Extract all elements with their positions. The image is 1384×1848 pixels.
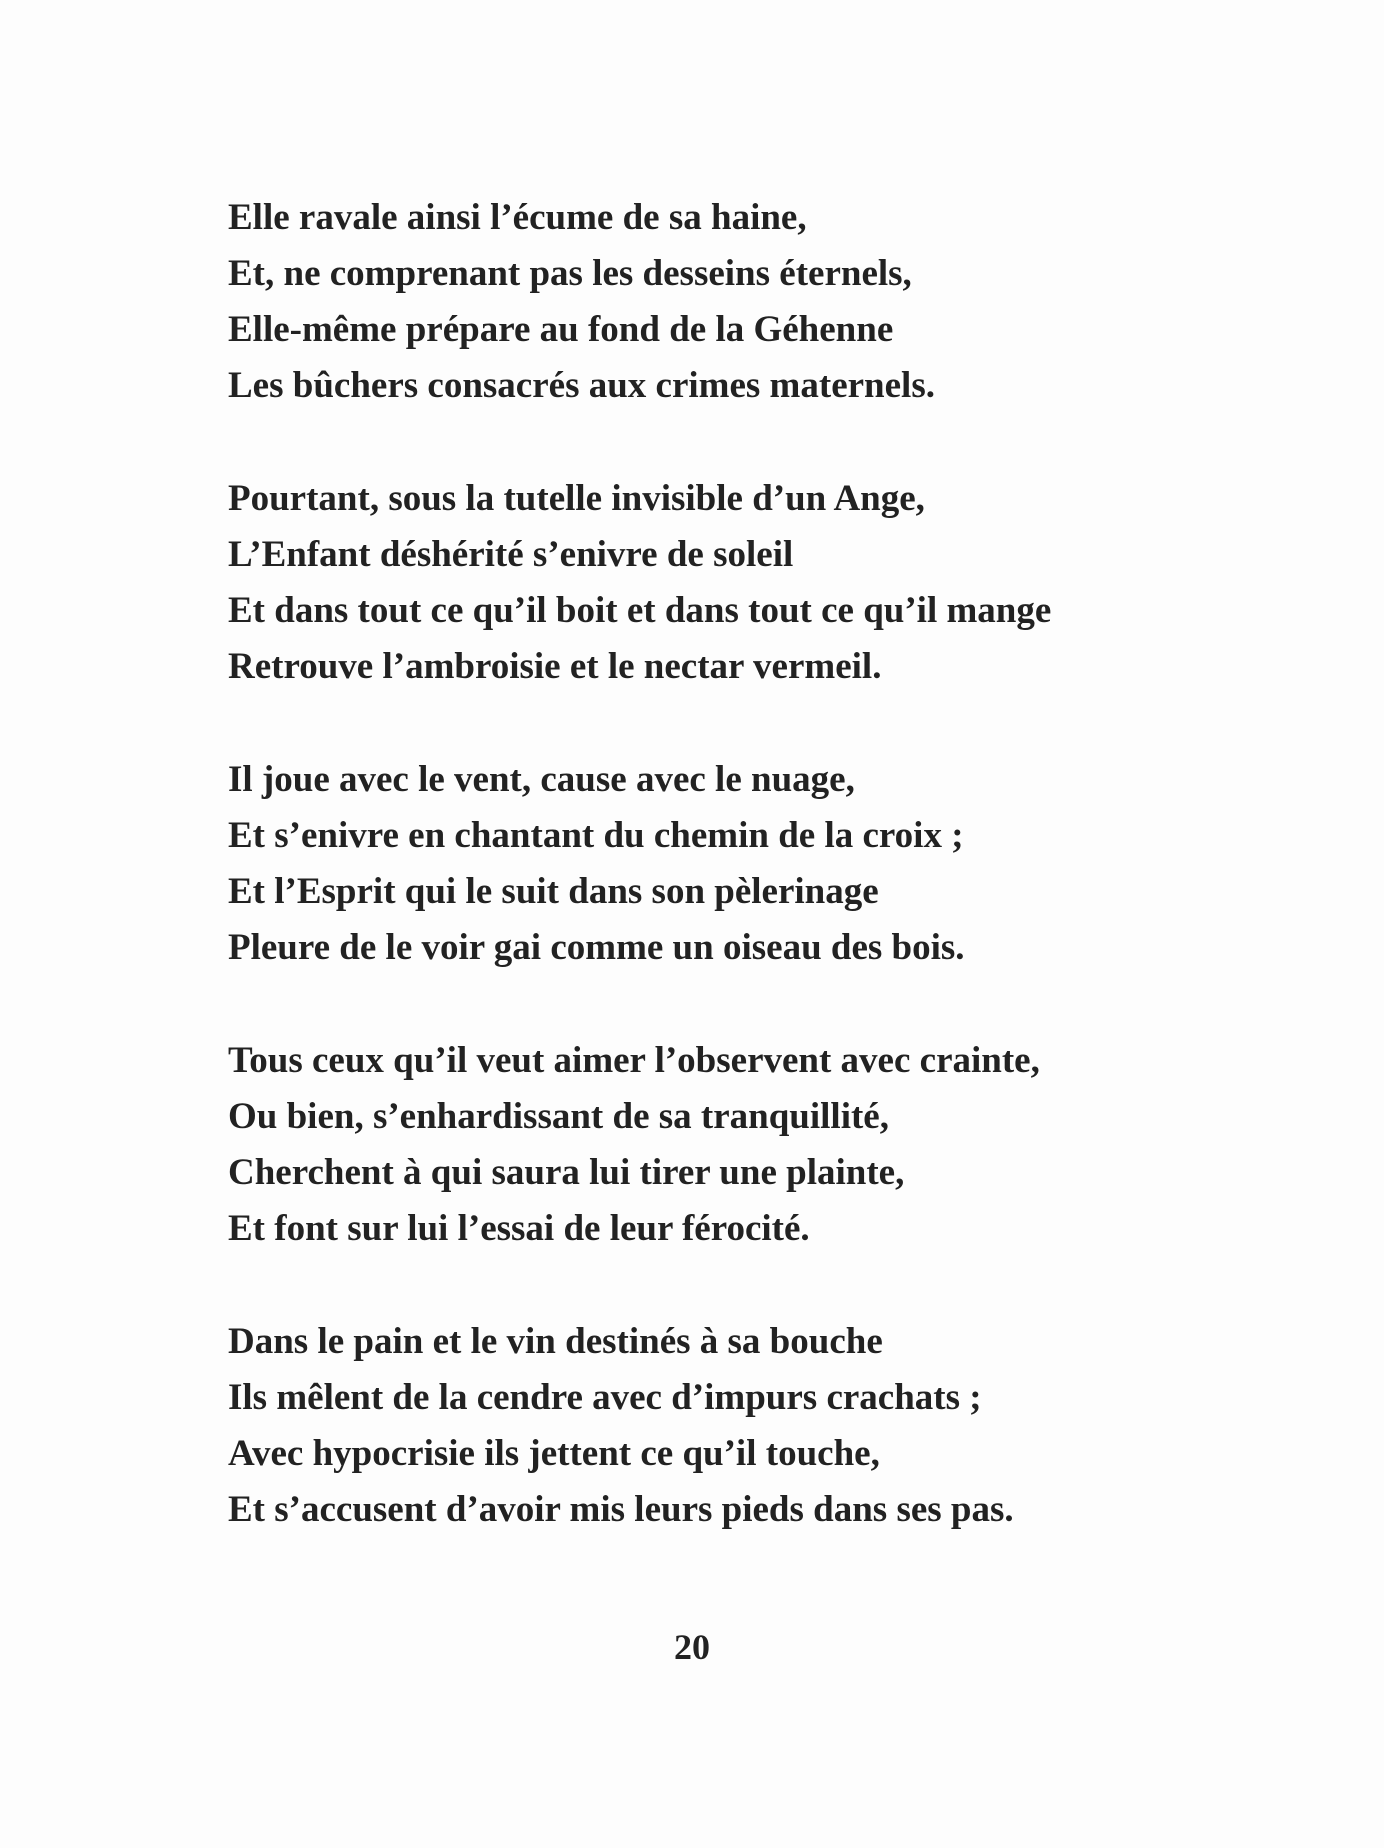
verse-line: Dans le pain et le vin destinés à sa bouche: [228, 1321, 883, 1362]
page-number: 20: [674, 1627, 710, 1667]
verse-line: Ils mêlent de la cendre avec d’impurs crachats ;: [228, 1377, 982, 1418]
stanza-3: [228, 752, 1228, 976]
stanza-5: [228, 1314, 1228, 1538]
verse-line: Elle-même prépare au fond de la Géhenne: [228, 309, 894, 350]
verse-line: Retrouve l’ambroisie et le nectar vermeil.: [228, 646, 882, 687]
verse-line: Et, ne comprenant pas les desseins éternels,: [228, 253, 912, 294]
poem-text: [228, 190, 1228, 1595]
stanza-1: [228, 190, 1228, 414]
stanza-2: [228, 471, 1228, 695]
verse-line: Et s’accusent d’avoir mis leurs pieds dans ses pas.: [228, 1489, 1014, 1530]
verse-line: Et l’Esprit qui le suit dans son pèlerinage: [228, 871, 879, 912]
verse-line: Cherchent à qui saura lui tirer une plainte,: [228, 1152, 905, 1193]
verse-line: Tous ceux qu’il veut aimer l’observent avec crainte,: [228, 1040, 1040, 1081]
verse-line: Elle ravale ainsi l’écume de sa haine,: [228, 197, 807, 238]
verse-line: L’Enfant déshérité s’enivre de soleil: [228, 534, 794, 575]
verse-line: Il joue avec le vent, cause avec le nuage,: [228, 759, 855, 800]
verse-line: Ou bien, s’enhardissant de sa tranquillité,: [228, 1096, 889, 1137]
verse-line: Avec hypocrisie ils jettent ce qu’il touche,: [228, 1433, 880, 1474]
verse-line: Pourtant, sous la tutelle invisible d’un Ange,: [228, 478, 925, 519]
verse-line: Et font sur lui l’essai de leur férocité.: [228, 1208, 810, 1249]
verse-line: Et dans tout ce qu’il boit et dans tout ce qu’il mange: [228, 590, 1052, 631]
verse-line: Pleure de le voir gai comme un oiseau des bois.: [228, 927, 965, 968]
verse-line: Les bûchers consacrés aux crimes maternels.: [228, 365, 935, 406]
verse-line: Et s’enivre en chantant du chemin de la croix ;: [228, 815, 964, 856]
stanza-4: [228, 1033, 1228, 1257]
